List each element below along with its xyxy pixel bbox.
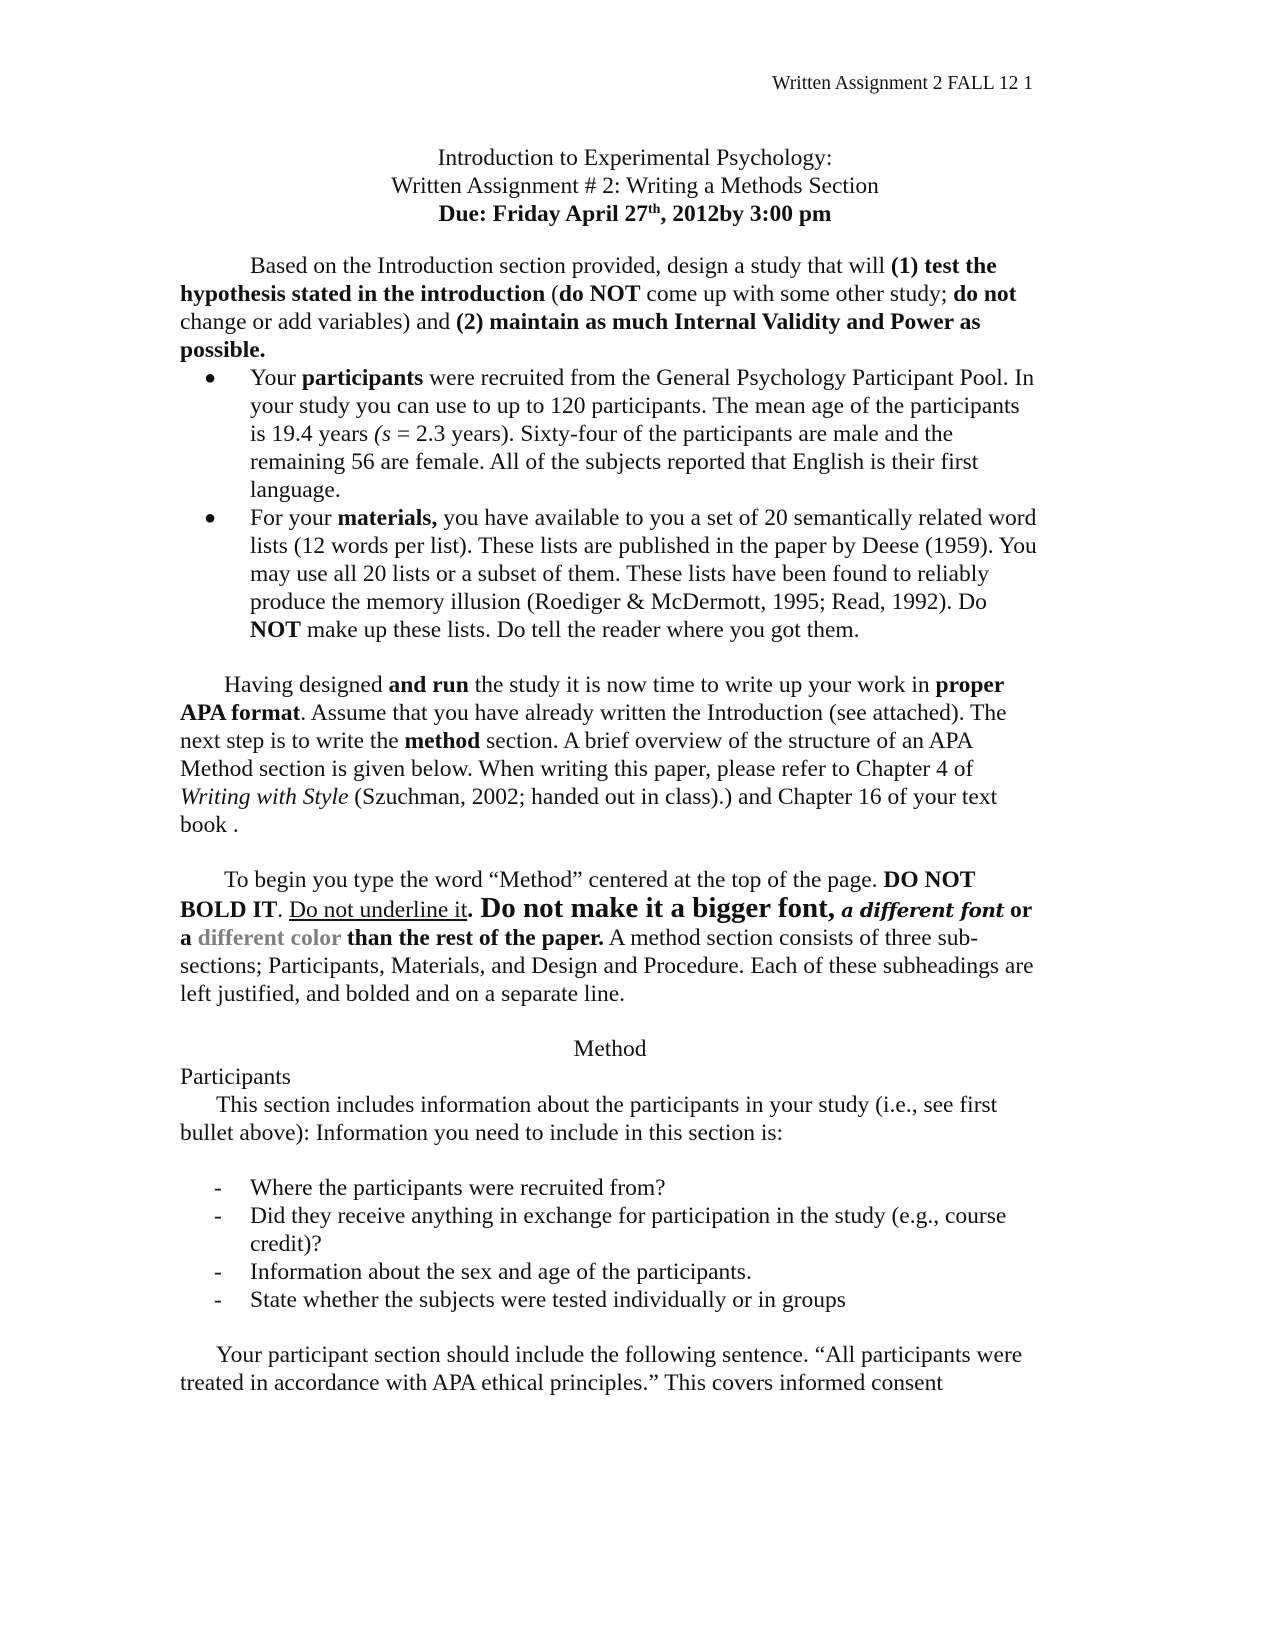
bold-run: method [404, 728, 481, 754]
text-run: . [277, 897, 290, 923]
spacer [180, 644, 1040, 671]
title-block [180, 144, 1090, 228]
bold-run: (1) test the hypothesis stated in the introduction [180, 253, 997, 307]
bullet-icon: ● [204, 367, 217, 389]
apa-format-paragraph [180, 671, 1040, 839]
method-heading-instructions [180, 866, 1040, 1008]
course-title: Introduction to Experimental Psychology: [437, 145, 833, 171]
bold-run: DO NOT BOLD IT [180, 867, 976, 923]
text-run: were recruited from the General Psychology Participant Pool. In your study you can use to up to 120 participants. The mean age of the participants is 19.4 years [250, 365, 1035, 447]
text-run: Based on the Introduction section provided, design a study that will [250, 253, 891, 279]
bullet-icon: ● [204, 507, 217, 529]
due-prefix: Due: Friday April 27 [438, 201, 649, 227]
dash-item [180, 1202, 1040, 1258]
underline-run: Do not underline it [289, 897, 468, 923]
closing-paragraph: Your participant section should include the following sentence. “All participants were treated in accordance with APA ethical principles.” This covers informed consent [180, 1342, 1023, 1396]
due-superscript: th [648, 202, 661, 217]
bold-run: . [467, 897, 474, 923]
running-head: Written Assignment 2 FALL 12 1 [772, 73, 1033, 94]
bold-run: do not [953, 281, 1017, 307]
dash-marker: - [214, 1175, 222, 1201]
bigger-font-run: Do not make it a bigger font, [473, 892, 836, 924]
text-run: Where the participants were recruited from? [250, 1175, 666, 1201]
text-run: come up with some other study; [640, 281, 954, 307]
text-run: Your [250, 365, 302, 391]
text-run: Did they receive anything in exchange for participation in the study (e.g., course credit)? [250, 1203, 1007, 1257]
spacer [180, 1314, 1040, 1341]
dash-item [180, 1286, 1040, 1314]
text-run: A method section consists of three sub-sections; Participants, Materials, and Design and Procedure. Each of these subheadings are left justified, and bolded and on a separate line. [180, 925, 1034, 1007]
method-heading: Method [573, 1036, 647, 1062]
bold-run: proper APA format [180, 672, 1004, 726]
text-run: Having designed [224, 672, 389, 698]
bold-run: than the rest of the paper. [340, 925, 605, 951]
text-run: change or add variables) and [180, 309, 456, 335]
participants-subheading: Participants [180, 1064, 291, 1090]
text-run: To begin you type the word “Method” centered at the top of the page. [224, 867, 884, 893]
spacer [180, 1008, 1040, 1035]
assignment-title: Written Assignment # 2: Writing a Methods Section [391, 173, 879, 199]
due-date [180, 200, 1090, 228]
different-font-run: a different font [840, 898, 1005, 922]
bold-run: or a [180, 897, 1032, 951]
text-run: section. A brief overview of the structure of an APA Method section is given below. When writing this paper, please refer to Chapter 4 of [180, 728, 974, 782]
dash-marker: - [214, 1203, 222, 1229]
different-color-run: different color [197, 925, 341, 951]
dash-item [180, 1174, 1040, 1202]
bullet-participants [180, 364, 1040, 504]
bold-run: NOT [250, 617, 301, 643]
document-body [180, 252, 1040, 1397]
due-suffix: , 2012by 3:00 pm [660, 201, 832, 227]
text-run: you have available to you a set of 20 semantically related word lists (12 words per list). These lists are published in the paper by Deese (1959). You may use all 20 lists or a subset of them. These lists have been found to reliably produce the memory illusion (Roediger & McDermott, 1995; Read, 1992). Do [250, 505, 1037, 615]
bold-run: do NOT [558, 281, 641, 307]
bold-run: and run [388, 672, 469, 698]
bold-run: materials, [337, 505, 438, 531]
text-run: (Szuchman, 2002; handed out in class).) and Chapter 16 of your text book . [180, 784, 998, 838]
dash-marker: - [214, 1287, 222, 1313]
italic-run: Writing with Style [180, 784, 349, 810]
dash-item [180, 1258, 1040, 1286]
text-run: ( [545, 281, 559, 307]
text-run: Information about the sex and age of the participants. [250, 1259, 752, 1285]
text-run: . Assume that you have already written the Introduction (see attached). The next step is to write the [180, 700, 1007, 754]
bold-run: participants [301, 365, 424, 391]
bullet-list [180, 364, 1040, 644]
text-run: the study it is now time to write up your work in [468, 672, 936, 698]
bold-run: (2) maintain as much Internal Validity and Power as possible. [180, 309, 981, 363]
intro-paragraph [180, 252, 1040, 364]
text-run: = 2.3 years). Sixty-four of the participants are male and the remaining 56 are female. All of the subjects reported that English is their first language. [250, 421, 979, 503]
italic-run: (s [374, 421, 391, 447]
text-run: For your [250, 505, 338, 531]
participants-intro: This section includes information about the participants in your study (i.e., see first bullet above): Information you need to include in this section is: [180, 1092, 998, 1146]
bullet-materials [180, 504, 1040, 644]
text-run: make up these lists. Do tell the reader where you got them. [300, 617, 860, 643]
spacer [180, 839, 1040, 866]
spacer [180, 1147, 1040, 1174]
dash-marker: - [214, 1259, 222, 1285]
dash-list [180, 1174, 1040, 1314]
text-run: State whether the subjects were tested individually or in groups [250, 1287, 846, 1313]
